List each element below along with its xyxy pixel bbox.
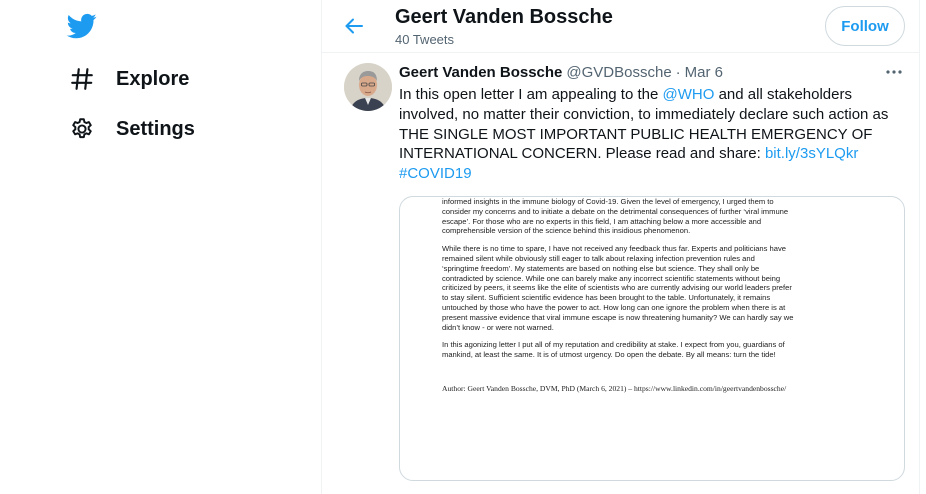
mention-link[interactable]: @WHO — [662, 86, 715, 103]
tweet-text-segment: and all stakeholders — [714, 86, 852, 103]
doc-line: to stay silent. Sufficient scientific evidence has been brought to the table. Unfortunately, it remains — [442, 293, 771, 303]
doc-line: criticized by peers, it seems like the elite of scientists who are currently advising our world leaders prefer — [442, 283, 792, 293]
doc-line: In this agonizing letter I put all of my reputation and credibility at stake. I expect from you, guardians of — [442, 340, 785, 350]
twitter-logo-icon[interactable] — [66, 11, 98, 41]
document-page — [442, 197, 872, 394]
page-title: Geert Vanden Bossche — [395, 6, 613, 28]
main-column — [321, 0, 920, 494]
tweet-media-image[interactable] — [399, 196, 905, 481]
follow-button[interactable]: Follow — [825, 6, 905, 46]
nav-item-label: Explore — [116, 67, 190, 90]
tweet-text-segment: INTERNATIONAL CONCERN. Please read and share: — [399, 145, 765, 163]
doc-line: contradicted by science. While one can barely make any incorrect scientific statements without being — [442, 273, 781, 283]
doc-line: escape’. For those who are no experts in this field, I am attaching below a more accessible and — [442, 216, 762, 226]
tweet-header — [399, 64, 723, 81]
doc-line: remained silent while obviously still eager to talk about relaxing infection prevention rules and — [442, 253, 755, 263]
doc-author-line: Author: Geert Vanden Bossche, DVM, PhD (March 6, 2021) – https://www.linkedin.com/in/geertvandenbossche/ — [442, 383, 787, 393]
url-link[interactable]: bit.ly/3sYLQkr — [764, 145, 859, 163]
nav-item-explore[interactable] — [68, 62, 189, 96]
doc-line: mankind, at least the same. It is of utmost urgency. Do open the debate. By all means: turn the tide! — [442, 350, 776, 360]
tweet-separator: · — [675, 64, 681, 81]
tweet-text-line: involved, no matter their conviction, to immediately declare such action as — [399, 105, 889, 123]
doc-line: comprehensible version of the science behind this insidious phenomenon. — [442, 226, 691, 236]
tweet-date[interactable]: Mar 6 — [684, 64, 724, 81]
doc-line: didn’t know - or were not warned. — [442, 322, 554, 332]
back-arrow-icon[interactable] — [342, 14, 366, 38]
tweet-text — [399, 85, 899, 184]
doc-line: untouched by those who have the power to act. How long can one ignore the problem when there is at — [442, 302, 786, 312]
gear-icon — [68, 115, 96, 143]
doc-line: While there is no time to spare, I have not received any feedback thus far. Experts and politicians have — [442, 244, 787, 254]
doc-line: consider my concerns and to initiate a debate on the detrimental consequences of further ‘viral immune — [442, 206, 789, 216]
tweet-text-line: THE SINGLE MOST IMPORTANT PUBLIC HEALTH EMERGENCY OF — [399, 125, 873, 143]
hashtag-link[interactable]: #COVID19 — [399, 165, 472, 183]
doc-line: ‘springtime freedom’. My statements are based on nothing else but science. They shall only be — [442, 263, 760, 273]
doc-line: informed insights in the immune biology of Covid-19. Given the level of emergency, I urged them to — [442, 197, 774, 206]
tweet-author-handle[interactable]: @GVDBossche — [566, 64, 672, 81]
tweet-count: 40 Tweets — [395, 32, 455, 47]
tweet-author-name[interactable]: Geert Vanden Bossche — [399, 64, 563, 81]
nav-item-label: Settings — [116, 117, 195, 140]
tweet-text-segment: In this open letter I am appealing to the — [399, 86, 663, 103]
profile-header — [322, 0, 919, 53]
hashtag-icon — [68, 65, 96, 93]
more-options-icon[interactable] — [884, 64, 904, 80]
avatar[interactable] — [344, 63, 392, 111]
nav-item-settings[interactable] — [68, 112, 195, 146]
doc-line: present massive evidence that viral immune escape is now threatening humanity? We can hardly say we — [442, 312, 794, 322]
